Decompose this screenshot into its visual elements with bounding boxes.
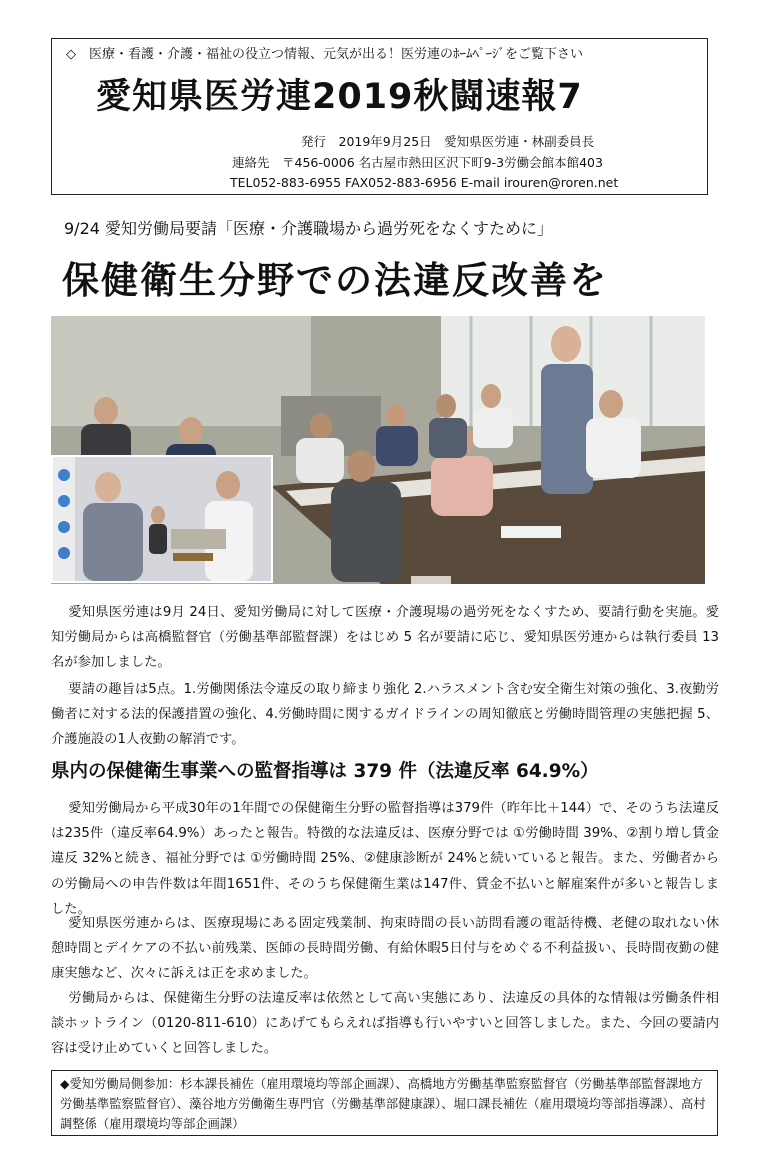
article-subhead: 9/24 愛知労働局要請「医療・介護職場から過労死をなくすために」 xyxy=(64,219,554,238)
handover-photo xyxy=(51,455,273,583)
lead-paragraph: 愛知県医労連は9月 24日、愛知労働局に対して医療・介護現場の過労死をなくすため、要請行動を実施。愛知労働局からは高橋監督官（労働基準部監督課）をはじめ 5 名が要請に応じ、愛知県医労連からは執行委員 13名が参加しました。 xyxy=(51,605,719,671)
contact-address: 連絡先 〒456-0006 名古屋市熱田区沢下町9-3労働会館本館403 xyxy=(232,155,603,170)
contact-phone-email: TEL052-883-6955 FAX052-883-6956 E-mail irouren@roren.net xyxy=(230,175,619,190)
section-paragraph: 愛知県医労連からは、医療現場にある固定残業制、拘束時間の長い訪問看護の電話待機、老健の取れない休憩時間とデイケアの不払い前残業、医師の長時間労働、有給休暇5日付与をめぐる不利益扱い、長時間夜勤の健康実態など、次々に訴えは正を求めました。 xyxy=(51,916,719,982)
attendees-box: ◆愛知労働局側参加：杉本課長補佐（雇用環境均等部企画課）、高橋地方労働基準監察監督官（労働基準部監督課地方労働基準監察監督官）、藻谷地方労働衛生専門官（労働基準部健康課）、堀口課長補佐（雇用環境均等部指導課）、高村調整係（雇用環境均等部企画課） xyxy=(51,1070,718,1136)
section-paragraph: 愛知労働局から平成30年の1年間での保健衛生分野の監督指導は379件（昨年比＋144）で、そのうち法違反は235件（違反率64.9%）あったと報告。特徴的な法違反は、医療分野では ①労働時間 39%、②割り増し賃金違反 32%と続き、福祉分野では ①労働時間 25%、②健康診断が 24%と続いていると報告。また、労働者からの労働局への申告件数は年間1651件、そのうち保健衛生業は147件、賃金不払いと解雇案件が多いと報告しました。 xyxy=(51,801,719,917)
article-headline: 保健衛生分野での法違反改善を xyxy=(62,259,608,302)
section-heading: 県内の保健衛生事業への監督指導は 379 件（法違反率 64.9%） xyxy=(51,761,599,782)
masthead xyxy=(51,38,708,195)
section-paragraph: 労働局からは、保健衛生分野の法違反率は依然として高い実態にあり、法違反の具体的な情報は労働条件相談ホットライン（0120-811-610）にあげてもらえれば指導も行いやすいと回答しました。また、今回の要請内容は受け止めていくと回答しました。 xyxy=(51,991,719,1057)
masthead-tagline: ◇ 医療・看護・介護・福祉の役立つ情報、元気が出る！医労連のﾎｰﾑﾍﾟｰｼﾞをご覧下さい xyxy=(66,47,583,62)
newsletter-title: 愛知県医労連2019秋闘速報7 xyxy=(96,77,583,117)
handover-photo-graphic xyxy=(53,457,271,581)
lead-paragraph: 要請の趣旨は5点。1.労働関係法令違反の取り締まり強化 2.ハラスメント含む安全衛生対策の強化、3.夜勤労働者に対する法的保護措置の強化、4.労働時間に関するガイドラインの周知徹底と労働時間管理の実態把握 5、介護施設の1人夜勤の解消です。 xyxy=(51,682,719,748)
issue-info: 発行 2019年9月25日 愛知県医労連・林副委員長 xyxy=(301,134,595,149)
